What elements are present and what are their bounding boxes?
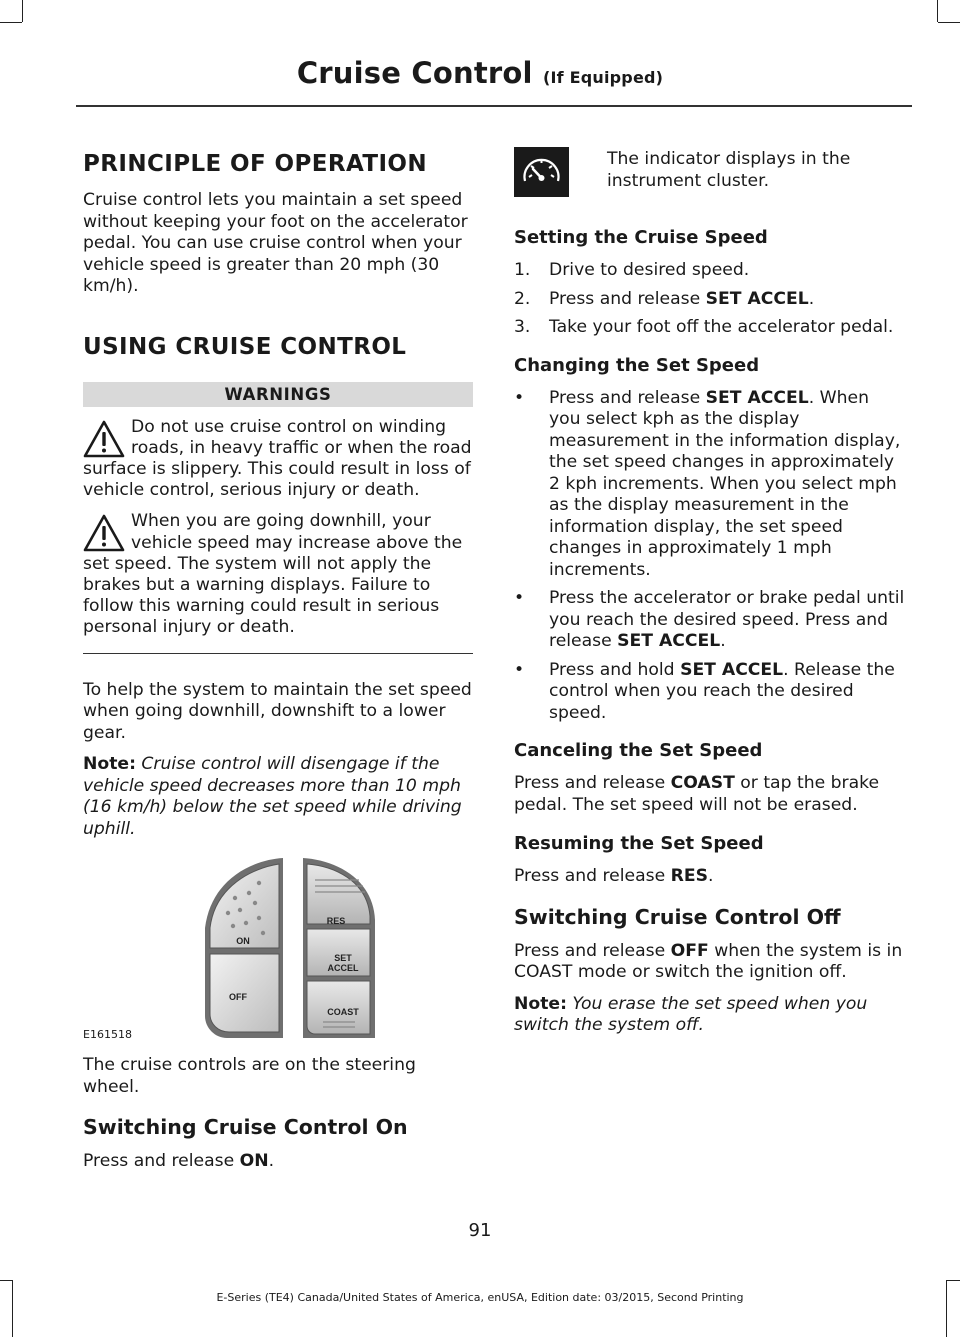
list-item: • Press the accelerator or brake pedal until you reach the desired speed. Press and release SET ACCEL. — [514, 588, 905, 651]
heading-principle: PRINCIPLE OF OPERATION — [83, 151, 428, 177]
figure-label-res: RES — [326, 916, 346, 927]
page-number: 91 — [468, 1220, 492, 1241]
figure-label-off: OFF — [229, 992, 247, 1003]
heading-changing-speed: Changing the Set Speed — [514, 354, 760, 376]
crop-mark — [937, 0, 938, 22]
paragraph-downhill: To help the system to maintain the set speed when going downhill, downshift to a lower gear. — [83, 679, 472, 743]
figure-label-accel: ACCEL — [327, 963, 359, 974]
header-subtitle: (If Equipped) — [543, 68, 664, 87]
warning-triangle-icon — [83, 419, 125, 459]
note-text: You erase the set speed when you switch the system off. — [514, 993, 868, 1035]
left-column — [83, 145, 473, 1173]
figure-label-coast: COAST — [327, 1007, 359, 1018]
note-label: Note: — [514, 993, 567, 1014]
indicator-text: The indicator displays in the instrument cluster. — [607, 149, 851, 191]
key-on: ON — [239, 1151, 269, 1172]
switch-on-pre: Press and release — [83, 1151, 240, 1172]
heading-resuming-speed: Resuming the Set Speed — [514, 833, 764, 854]
warning-triangle-icon — [83, 513, 125, 553]
warning-text-1: Do not use cruise control on winding roads, in heavy traffic or when the road surface is slippery. This could result in loss of vehicle control, serious injury or death. — [83, 416, 472, 501]
crop-mark — [0, 1280, 12, 1281]
crop-mark — [12, 1280, 13, 1337]
header-title-text: Cruise Control — [296, 56, 533, 90]
warnings-rule — [83, 653, 473, 654]
note-erase — [514, 994, 906, 1037]
paragraph-resume: Press and release RES. — [514, 866, 714, 886]
figure-code: E161518 — [83, 1028, 132, 1042]
note-label: Note: — [83, 754, 136, 775]
changing-bullets-list — [514, 388, 906, 725]
list-item: 3. Take your foot off the accelerator pedal. — [514, 317, 894, 337]
crop-mark — [938, 22, 960, 23]
heading-switching-off: Switching Cruise Control Off — [514, 904, 841, 929]
crop-mark — [946, 1280, 947, 1337]
heading-switching-on: Switching Cruise Control On — [83, 1115, 408, 1140]
steering-wheel-controls-figure — [83, 858, 473, 1043]
cruise-control-indicator-icon — [514, 147, 569, 197]
paragraph-controls-location: The cruise controls are on the steering wheel. — [83, 1055, 416, 1097]
warning-text-2: When you are going downhill, your vehicle speed may increase above the set speed. The system will not apply the brakes but a warning displays. Failure to follow this warning could result in serious personal injury or death. — [83, 511, 463, 638]
list-item: 2. Press and release SET ACCEL. — [514, 288, 815, 309]
note-disengage — [83, 754, 473, 840]
list-item: • Press and hold SET ACCEL. Release the control when you reach the desired speed. — [514, 659, 895, 723]
indicator-block — [514, 147, 906, 197]
crop-mark — [22, 0, 23, 22]
list-item: 1. Drive to desired speed. — [514, 260, 750, 280]
crop-mark — [0, 22, 22, 23]
setting-steps-list — [514, 260, 906, 339]
warnings-banner: WARNINGS — [83, 382, 473, 407]
paragraph-switch-off: Press and release OFF when the system is in COAST mode or switch the ignition off. — [514, 940, 903, 982]
header-rule — [76, 105, 912, 107]
cruise-control-buttons-illustration — [83, 858, 473, 1043]
switch-on-post: . — [268, 1151, 275, 1172]
list-item: • Press and release SET ACCEL. When you select kph as the display measurement in the information display, the set speed changes in approximately 2 kph increments. When you select mph as the display measurement in the information display, the set speed changes in approximately 1 mph increments. — [514, 387, 901, 580]
paragraph-cancel: Press and release COAST or tap the brake pedal. The set speed will not be erased. — [514, 773, 880, 815]
crop-mark — [947, 1280, 960, 1281]
paragraph-principle: Cruise control lets you maintain a set speed without keeping your foot on the accelerator pedal. You can use cruise control when your vehicle speed is greater than 20 mph (30 km/h). — [83, 190, 468, 296]
figure-label-set: SET — [334, 953, 352, 964]
heading-using: USING CRUISE CONTROL — [83, 333, 407, 360]
footer-edition-text: E-Series (TE4) Canada/United States of America, enUSA, Edition date: 03/2015, Second Printing — [216, 1291, 744, 1304]
heading-canceling-speed: Canceling the Set Speed — [514, 740, 763, 761]
warning-block-2 — [83, 511, 473, 638]
heading-setting-speed: Setting the Cruise Speed — [514, 227, 768, 248]
page-header-title — [0, 56, 960, 90]
right-column — [514, 147, 906, 1037]
paragraph-switch-on — [83, 1151, 473, 1173]
note-text: Cruise control will disengage if the vehicle speed decreases more than 10 mph (16 km/h) below the set speed while driving uphill. — [83, 754, 462, 839]
warning-block-1 — [83, 417, 473, 502]
figure-label-on: ON — [236, 936, 250, 947]
